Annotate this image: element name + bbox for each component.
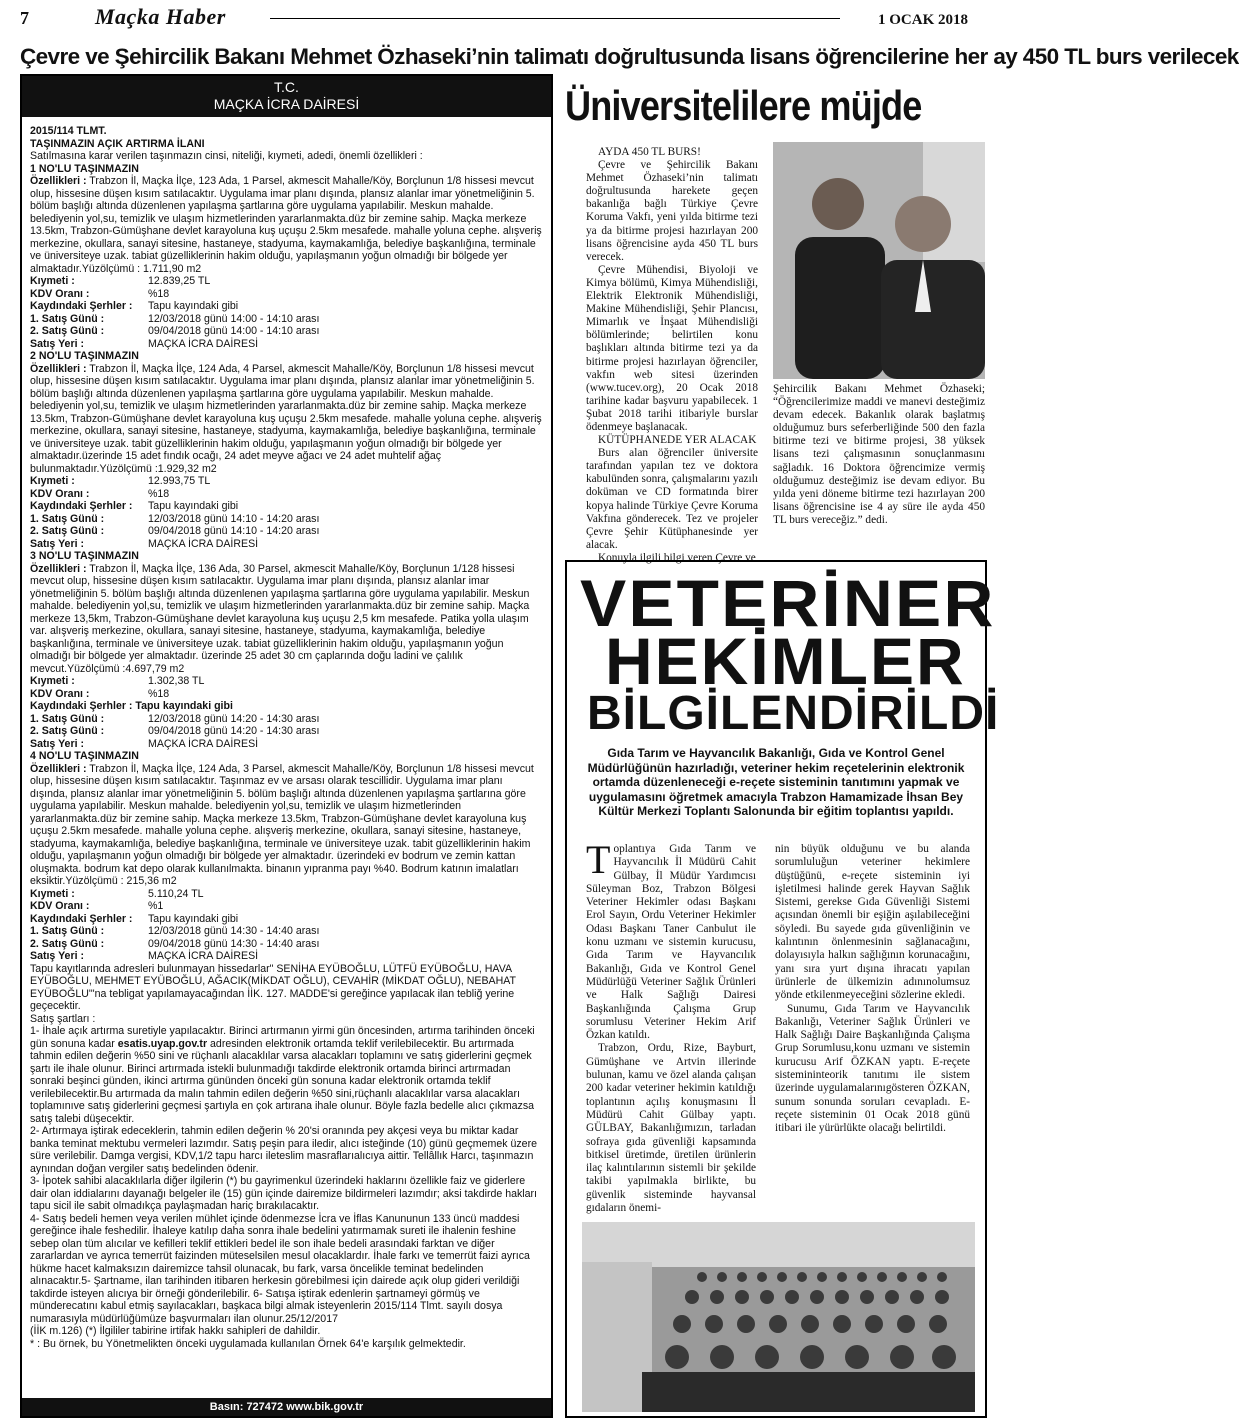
property-1-value [30, 275, 543, 288]
property-1-vat [30, 288, 543, 301]
vet-column-1 [586, 837, 756, 1215]
vet-c1-p2: Trabzon, Ordu, Rize, Bayburt, Gümüşhane ve Artvin illerinde bulunan, kamu ve özel alanda çalışan 200 kadar veteriner hekimin katıldığı toplantının açılış konuşmasını İl Müdürü Cahit Gülbay yaptı. GÜLBAY, Bakanlığımızın, tarladan sofraya gıda güvenliği kapsamında bitkisel üretimde, üretilen ürünlerin ilaç kalıntılarının sistemli bir şekilde takibi yapılmakla birlikte, bu güvenlik sisteminde hayvansal gıdaların önemi- [586, 1042, 756, 1215]
property-1-sale1 [30, 313, 543, 326]
university-p4: KÜTÜPHANEDE YER ALACAK [598, 434, 757, 447]
property-3-vat [30, 688, 543, 701]
value-text: 1.302,38 TL [148, 675, 205, 687]
property-1-details [30, 175, 543, 275]
property-4-annotation [30, 913, 543, 926]
notice-title: TAŞINMAZIN AÇIK ARTIRMA İLANI [30, 137, 205, 150]
university-article [586, 146, 758, 565]
vet-lead: Gıda Tarım ve Hayvancılık Bakanlığı, Gıda ve Kontrol Genel Müdürlüğünün hazırladığı, veteriner hekim reçetelerinin elektronik ortamda düzenleneceği e-reçete sisteminin tanıtımını yapmak ve uygulamasını öğretmek amacıyla Trabzon Hamamizade İhsan Bey Kültür Merkezi Toplantı Salonunda bir eğitim toplantısı yapıldı. [587, 746, 965, 819]
minister-photo [773, 142, 985, 379]
sale2-label: 2. Satış Günü : [30, 937, 105, 950]
annotation-text: Tapu kayındaki gibi [148, 500, 239, 512]
property-3-annotation: Kaydındaki Şerhler : Tapu kayındaki gibi [30, 700, 233, 712]
value-label: Kıymeti : [30, 475, 75, 487]
file-number: 2015/114 TLMT. [30, 125, 107, 137]
place-label: Satış Yeri : [30, 337, 84, 350]
property-2-head: 2 NO'LU TAŞINMAZIN [30, 350, 139, 362]
vat-text: %1 [148, 900, 164, 912]
sale-term-1-b: adresinden elektronik ortamda teklif verilebilecektir. Bu artırmada tahmin edilen değerin %50 sini ve rüçhanlı alacaklılar varsa alacakları toplamını ve satış giderlerini geçmek şartı ile ihale olunur. Birinci artırmada istekli bulunmadığı takdirde elektronik ortamda birinci artırmadan sonraki beşinci günden, ikinci artırma gününden önceki gün sonuna kadar elektronik ortamda teklif verilebilecektir.Bu artırmada da malın tahmin edilen değerin %50 sini,rüçhanlı alacaklılar varsa alacakları toplamınıve satış giderlerini geçmesi şartıyla en çok artırana ihale olunur. Böyle fazla bedelle alıcı çıkmazsa satış talebi düşecektir. [30, 1037, 535, 1125]
vat-text: %18 [148, 687, 170, 700]
property-1-sale2 [30, 325, 543, 338]
meeting-photo [582, 1222, 975, 1412]
vet-title-line-3: BİLGİLENDİRİLDİ [587, 687, 1000, 740]
property-2-details-text: Trabzon İl, Maçka İlçe, 124 Ada, 4 Parsel, akmescit Mahalle/Köy, Borçlunun 1/8 hissesi mevcut olup, hissesine düşen kısım satılacaktır. Uygulama imar planı dışında, plansız alanlar imar yönetmeliğinin 5. bölüm başlığı altında düzenlenen yapılaşma şartlarına göre uygulama yapılabilir. Meskun mahalde. belediyenin yol,su, temizlik ve ulaşım hizmetlerinden yararlanmakta.düz bir zemine sahip. Maçka merkeze 13.5km, Trabzon-Gümüşhane devlet karayoluna kuş uçuşu 2.5km mesafede. mahalle yoluna cephe. alışveriş merkezine, okullara, sanayi sitesine, hastaneye, stadyuma, kaymakamlığa, belediye başkanlığına, terminale ve üniversiteye uzak. tabit güzelliklerinin hakim olduğu, yapılaşmanın yoğun olmadığı bir bölgede yer almaktadır.üzerinde 15 adet fındık ocağı, 24 adet meyve ağacı ve 24 adet muhtelif ağaç bulunmaktadır.Yüzölçümü :1.929,32 m2 [30, 362, 542, 475]
property-2-sale1 [30, 513, 543, 526]
sale1-text: 12/03/2018 günü 14:00 - 14:10 arası [148, 312, 320, 325]
annotation-label: Kaydındaki Şerhler : [30, 300, 133, 312]
value-label: Kıymeti : [30, 275, 75, 287]
sale-term-2: 2- Artırmaya iştirak edeceklerin, tahmin edilen değerin % 20'si oranında pey akçesi veya bu miktar kadar banka teminat mektubu vermeleri lazımdır. Satış peşin para iledir, alıcı isteğinde (10) günü geçmemek üzere süre verilebilir. Damga vergisi, KDV,1/2 tapu harcı ileteslim masraflarıalıcıya aittir. Tellâllık Harcı, taşınmazın aynından doğan vergiler satış bedelinden ödenir. [30, 1125, 537, 1175]
annotation-label: Kaydındaki Şerhler : [30, 500, 133, 512]
sale-terms-head: Satış şartları : [30, 1012, 96, 1025]
university-p1: AYDA 450 TL BURS! [598, 146, 701, 158]
sale1-label: 1. Satış Günü : [30, 712, 105, 725]
property-1-head: 1 NO'LU TAŞINMAZIN [30, 162, 139, 175]
sale1-label: 1. Satış Günü : [30, 925, 105, 937]
property-4-head: 4 NO'LU TAŞINMAZIN [30, 750, 139, 762]
property-4-details-text: Trabzon İl, Maçka İlçe, 124 Ada, 3 Parsel, akmescit Mahalle/Köy, Borçlunun 1/8 hissesi mevcut olup, hissesine düşen kısım satılacaktır. Taşınmaz ev ve arsası olarak tescillidir. Uygulama imar planı dışında, plansız alanlar imar yönetmeliğinin 5. bölüm başlığı altında düzenlenen yapılaşma şartlarına göre uygulama yapılabilir. Meskun mahalde. belediyenin yol,su, temizlik ve ulaşım hizmetlerinden yararlanmakta.düz bir zemine sahip. Maçka merkeze 13.5km, Trabzon-Gümüşhane devlet karayoluna kuş uçuşu 2.5km mesafede. mahalle yoluna cephe. alışveriş merkezine, okullara, sanayi sitesine, hastaneye, stadyuma, kaymakamlığa, belediye başkanlığına, terminale ve üniversiteye uzak. tabit güzelliklerinin hakim olduğu, yapılaşmanın yoğun olmadığı bir bölgede yer almaktadır. üzerindeki ev bodrum ve zemin kattan oluşmakta. bodrum kat depo olarak kullanılmakta. binanın yıpranma payı %40. Bodrum katının imalatları eksiktir.Yüzölçümü : 215,36 m2 [30, 762, 534, 887]
header-rule [270, 18, 840, 19]
property-3-sale1 [30, 713, 543, 726]
vat-label: KDV Oranı : [30, 900, 90, 912]
sale2-label: 2. Satış Günü : [30, 325, 105, 337]
property-4-value [30, 888, 543, 901]
vet-c1-p1 [586, 837, 756, 1042]
annotation-text: Tapu kayındaki gibi [148, 912, 239, 925]
property-2-details [30, 363, 543, 476]
value-text: 12.993,75 TL [148, 475, 211, 487]
vat-text: %18 [148, 487, 170, 500]
value-text: 12.839,25 TL [148, 275, 211, 287]
value-label: Kıymeti : [30, 887, 75, 900]
vat-text: %18 [148, 287, 170, 300]
sale-term-4: 4- Satış bedeli hemen veya verilen mühlet içinde ödenmezse İcra ve İflas Kanununun 133 üncü maddesi gereğince ihale feshedilir. İhaleye katılıp daha sonra ihale bedelini yatırmamak sureti ile ihalenin feshine sebep olan tüm alıcılar ve kefilleri teklif ettikleri bedel ile son ihale bedeli arasındaki farktan ve diğer zararlardan ve ayrıca temerrüt faizinden müteselsilen mesul olacaklardır. İhale farkı ve temerrüt faizi ayrıca hükme hacet kalmaksızın dairemizce tahsil olunacak, bu fark, varsa öncelikle teminat bedelinden alınacaktır.5- Şartname, ilan tarihinden itibaren herkesin görebilmesi için dairede açık olup gideri verildiği takdirde isteyen alıcıya bir örneği gönderilebilir. 6- Satışa iştirak edenlerin şartnameyi görmüş ve münderecatını kabul etmiş sayılacakları, başkaca bilgi almak isteyenlerin 2015/114 Tlmt. sayılı dosya numarasıyla müdürlüğümüze başvurmaları ilan olunur.25/12/2017 [30, 1212, 530, 1325]
newspaper-logo: Maçka Haber [95, 4, 226, 29]
notice-intro: Satılmasına karar verilen taşınmazın cinsi, niteliği, kıymeti, adedi, önemli özellikleri : [30, 150, 423, 162]
minister-photo-figures [773, 142, 985, 379]
minister-caption [773, 383, 985, 527]
place-label: Satış Yeri : [30, 737, 84, 750]
sale2-text: 09/04/2018 günü 14:00 - 14:10 arası [148, 325, 320, 337]
issue-date: 1 OCAK 2018 [878, 12, 968, 28]
sale2-label: 2. Satış Günü : [30, 725, 105, 737]
place-text: MAÇKA İCRA DAİRESİ [148, 950, 259, 962]
sale2-text: 09/04/2018 günü 14:10 - 14:20 arası [148, 525, 320, 537]
auction-notice-body [22, 117, 551, 1350]
auction-notice-tc: T.C. [274, 79, 299, 95]
place-text: MAÇKA İCRA DAİRESİ [148, 537, 259, 550]
sale-term-1 [30, 1025, 543, 1125]
university-p2: Çevre ve Şehircilik Bakanı Mehmet Özhaseki’nin talimatı doğrultusunda harekete geçen bakanlığa bağlı Türkiye Çevre Koruma Vakfı, yeni yılda bitirme tezi ya da bitirme projesi hazırlayan 200 lisans öğrencisine ayda 450 TL burs verecek. [586, 159, 758, 263]
vet-c1-p1-text: oplantıya Gıda Tarım ve Hayvancılık İl Müdürü Cahit Gülbay, İl Müdür Yardımcısı Süleyman Boz, Trabzon Bölgesi Veteriner Hekimler odası Başkanı Erol Sayın, Ordu Veteriner Hekimler Odası Başkanı Taner Canbulut ile konu uzmanı ve sistemin kurucusu, Gıda Tarım ve Hayvancılık Bakanlığı, Gıda ve Kontrol Genel Müdürlüğü Veteriner Sağlık Ürünleri ve Halk Sağlığı Dairesi Başkanlığında Çalışma Grup sorumlusu Veteriner Hekim Arif Özkan katıldı. [586, 843, 756, 1042]
property-3-details-text: Trabzon İl, Maçka İlçe, 136 Ada, 30 Parsel, akmescit Mahalle/Köy, Borçlunun 1/128 hissesi mevcut olup, hissesine düşen kısım satılacaktır. Uygulama imar planı dışında, plansız alanlar imar yönetmeliğinin 5. bölüm başlığı altında düzenlenen yapılaşma şartlarına göre uygulama yapılabilir. Meskun mahalde. belediyenin yol,su, temizlik ve ulaşım hizmetlerinden yararlanmakta.düz bir zemine sahip. Maçka merkeze 13,5km, Trabzon-Gümüşhane devlet karayoluna kuş uçuşu 2,5 km mesafede. Patika yolla ulaşım var. alışveriş merkezine, okullara, sanayi sitesine, hastaneye, stadyuma, kaymakamlığa, belediye başkanlığına, terminale ve üniversiteye uzak. tabiat güzelliklerinin hakim olduğu, yapılaşmanın yoğun olmadığı bir bölgede yer almaktadır. üzerinde 25 adet 30 cm çaplarında doğu ladini ve çalılık mevcut.Yüzölçümü :4.697,79 m2 [30, 562, 530, 675]
place-label: Satış Yeri : [30, 950, 84, 962]
vet-c2-p2: Sunumu, Gıda Tarım ve Hayvancılık Bakanlığı, Veteriner Sağlık Ürünleri ve Halk Sağlığı Daire Başkanlığında Çalışma Grup Sorumlusu,konu uzmanı ve sistemin kurucusu Arif ÖZKAN yaptı. E-reçete sistemininteorik tanıtımı ile sistem üzerinde uygulamalarınıgösteren ÖZKAN, sunum sonunda soruları cevapladı. E-reçete sisteminin 01 Ocak 2018 günü itibari ile yürürlükte olacağı belirtildi. [775, 1002, 970, 1135]
property-1-place [30, 338, 543, 351]
property-2-value [30, 475, 543, 488]
property-3-details-label: Özellikleri : [30, 562, 87, 575]
auction-notice-office: MAÇKA İCRA DAİRESİ [213, 96, 360, 112]
sale2-text: 09/04/2018 günü 14:30 - 14:40 arası [148, 937, 320, 950]
sale1-text: 12/03/2018 günü 14:30 - 14:40 arası [148, 925, 320, 937]
annotation-label: Kaydındaki Şerhler : [30, 912, 133, 925]
vet-dropcap: T [586, 837, 611, 882]
place-text: MAÇKA İCRA DAİRESİ [148, 737, 259, 750]
press-footer: Basın: 727472 www.bik.gov.tr [22, 1398, 551, 1416]
property-4-details-label: Özellikleri : [30, 762, 87, 775]
sale-term-3: 3- İpotek sahibi alacaklılarla diğer ilgilerin (*) bu gayrimenkul üzerindeki haklarını özellikle faiz ve giderlere dair olan iddialarını dayanağı belgeler ile (15) gün içinde dairemize bildirmeleri lazımdır; aksi takdirde hakları tapu sicil ile sabit olmadıkça paylaşmadan hariç bırakılacaktır. [30, 1175, 537, 1212]
property-3-sale2 [30, 725, 543, 738]
footnote-1: (İİK m.126) (*) İlgililer tabirine irtifak hakkı sahipleri de dahildir. [30, 1325, 321, 1337]
value-text: 5.110,24 TL [148, 887, 204, 900]
sale2-text: 09/04/2018 günü 14:20 - 14:30 arası [148, 725, 320, 737]
sale1-text: 12/03/2018 günü 14:10 - 14:20 arası [148, 512, 320, 525]
property-3-head: 3 NO'LU TAŞINMAZIN [30, 550, 139, 562]
page-number: 7 [20, 8, 29, 28]
university-headline: Üniversitelilere müjde [565, 82, 922, 129]
minister-caption-text: Şehircilik Bakanı Mehmet Özhaseki; “Öğrencilerimize maddi ve manevi desteğimiz devam edecek. Bakanlık olarak başlatmış olduğumuz burs seferberliğinde 500 den fazla bitirme tezi ve bitirme projesi, 38 yüksek lisans tezi çalışmasının sonuçlanmasını sağladık. 16 Doktora öğrencimize vermiş olduğumuz desteğimiz ise devam ediyor. Bu yılda yeni döneme bitirme tezi hazırlayan 200 lisans öğrencisine ise 4 ay süre ile ayda 450 TL burs vereceğiz.” dedi. [773, 383, 985, 526]
footnote-2: * : Bu örnek, bu Yönetmelikten önceki uygulamada kullanılan Örnek 64'e karşılık gelmektedir. [30, 1337, 466, 1350]
vet-title-line-1: VETERİNER [580, 566, 996, 640]
property-1-details-label: Özellikleri : [30, 175, 87, 187]
property-4-sale1 [30, 925, 543, 938]
property-1-details-text: Trabzon İl, Maçka İlçe, 123 Ada, 1 Parsel, akmescit Mahalle/Köy, Borçlunun 1/8 hissesi mevcut olup, hissesine düşen kısım satılacaktır. Uygulama imar planı dışında, plansız alanlar imar yönetmeliğinin 5. bölüm başlığı altında düzenlenen yapılaşma şartlarına göre uygulama yapılabilir. Meskun mahalde. belediyenin yol,su, temizlik ve ulaşım hizmetlerinden yararlanmakta.düz bir zemine sahip. Maçka merkeze 13.5km, Trabzon-Gümüşhane devlet karayoluna kuş uçuşu 2.5km mesafede. mahalle yoluna cephe. alışveriş merkezine, okullara, sanayi sitesine, hastaneye, stadyuma, kaymakamlığa, belediye başkanlığına, terminale ve üniversiteye uzak. tabiat güzelliklerinin hakim olduğu, yapılaşmanın yoğun olmadığı bir bölgede yer almaktadır.Yüzölçümü : 1.711,90 m2 [30, 175, 542, 275]
property-2-vat [30, 488, 543, 501]
annotation-text: Tapu kayındaki gibi [148, 300, 239, 312]
university-p3: Çevre Mühendisi, Biyoloji ve Kimya bölümü, Kimya Mühendisliği, Elektrik Elektronik Mühendisliği, Makine Mühendisliği, Şehir Plancısı, Mimarlık ve İnşaat Mühendisliği bölümlerinde; belirtilen konu başlıkları altında bitirme tezi ya da bitirme projesi hazırlayan öğrenciler, vakfın web sitesi üzerinden (www.tucev.org), 20 Ocak 2018 tarihine kadar başvuru yapabilecek. 1 Şubat 2018 tarihi itibariyle burslar ödenmeye başlanacak. [586, 263, 758, 433]
property-4-vat [30, 900, 543, 913]
vat-label: KDV Oranı : [30, 287, 90, 300]
property-3-place [30, 738, 543, 751]
sale2-label: 2. Satış Günü : [30, 525, 105, 537]
sale-term-1-a: 1- İhale açık artırma suretiyle yapılacaktır. Birinci artırmanın yirmi gün öncesinden, artırma tarihinden önceki gün sonuna kadar [30, 1025, 535, 1050]
vet-c2-p1: nin büyük olduğunu ve bu alanda sorumluluğun veteriner hekimlere düştüğünü, e-reçete sisteminin iyi işletilmesi halinde gerek Hayvan Sağlık Sistemi, gerekse Gıda Güvenliği Sistemi açısından önemli bir eşiğin aşılabileceğini söyledi. Bu sayede gıda güvenliğinin ve kalıntının önlenmesinin sağlanacağını, dolayısıyla halkın sağlığının korunacağını, yanı sıra yurt dışına ihracatı yapılan ürünlerle de ülkemizin adınınolumsuz yönde etkilenmeyeceğini sözlerine ekledi. [775, 843, 970, 1002]
property-1-annotation [30, 300, 543, 313]
vet-title-line-2: HEKİMLER [605, 624, 966, 698]
sale1-text: 12/03/2018 günü 14:20 - 14:30 arası [148, 712, 320, 725]
sale1-label: 1. Satış Günü : [30, 312, 105, 325]
property-4-sale2 [30, 938, 543, 951]
vat-label: KDV Oranı : [30, 687, 90, 700]
meeting-photo-audience [582, 1222, 975, 1412]
value-label: Kıymeti : [30, 675, 75, 687]
property-2-annotation [30, 500, 543, 513]
university-p5: Burs alan öğrenciler üniversite tarafından yapılan tez ve doktora kabulünden sonra, çalışmalarını yazılı doküman ve CD formatında birer kopya halinde Türkiye Çevre Koruma Vakfına gönderecek. Tez ve projeler Çevre Şehir Kütüphanesinde yer alacak. [586, 447, 758, 551]
property-3-details [30, 563, 543, 676]
esatis-link[interactable]: esatis.uyap.gov.tr [117, 1037, 208, 1050]
sale1-label: 1. Satış Günü : [30, 512, 105, 525]
auction-notice-box [20, 74, 553, 1418]
top-headline: Çevre ve Şehircilik Bakanı Mehmet Özhaseki’nin talimatı doğrultusunda lisans öğrencilerine her ay 450 TL burs verilecek [20, 44, 1239, 69]
vat-label: KDV Oranı : [30, 487, 90, 500]
property-2-place [30, 538, 543, 551]
property-3-value [30, 675, 543, 688]
vet-column-2 [775, 843, 970, 1136]
property-2-details-label: Özellikleri : [30, 362, 87, 375]
property-2-sale2 [30, 525, 543, 538]
place-text: MAÇKA İCRA DAİRESİ [148, 337, 259, 350]
property-4-place [30, 950, 543, 963]
heirs-notice: Tapu kayıtlarında adresleri bulunmayan hissedarlar" SENİHA EYÜBOĞLU, LÜTFÜ EYÜBOĞLU, HAVA EYÜBOĞLU, MEHMET EYÜBOĞLU, AĞACIK(MİKDAT OĞLU), CEVAHİR (MİKDAT OĞLU), NEBAHAT EYÜBOĞLU"'na tebligat yapılamayacağından İİK. 127. MADDE'si gereğince yapılacak ilan tebliğ yerine geçecektir. [30, 962, 516, 1012]
property-4-details [30, 763, 543, 888]
place-label: Satış Yeri : [30, 537, 84, 550]
university-p6: Konuyla ilgili bilgi veren Çevre ve [598, 551, 756, 564]
auction-notice-header [22, 76, 551, 117]
